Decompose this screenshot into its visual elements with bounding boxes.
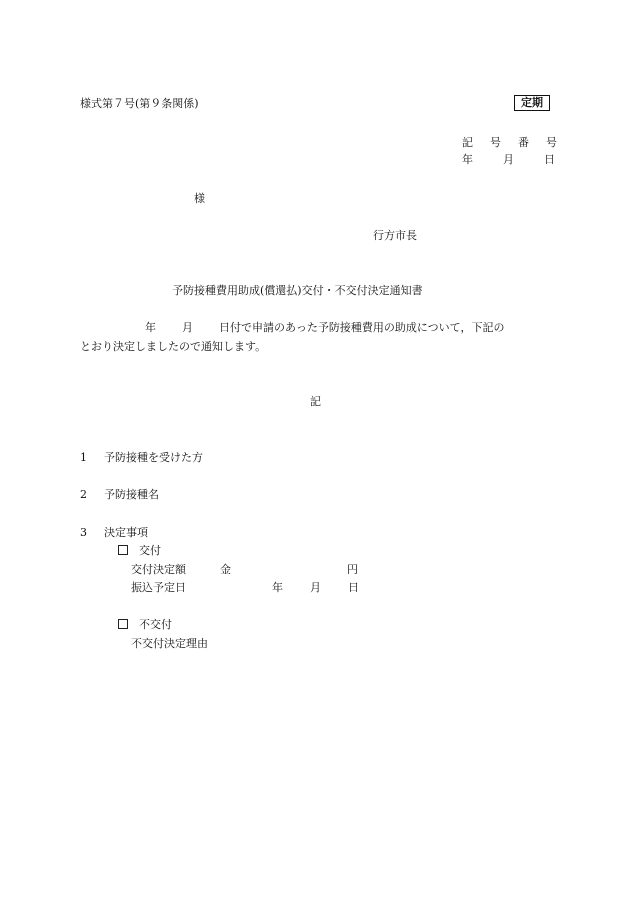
ki-heading: 記: [310, 395, 321, 408]
item-2-label: 予防接種名: [104, 488, 159, 501]
transfer-year: 年: [272, 581, 283, 594]
item-3: [80, 527, 148, 538]
item-2: [80, 489, 159, 500]
number-label-3: 番: [518, 136, 529, 149]
body-line-2: とおり決定しましたので通知します。: [80, 340, 267, 353]
document-date-line: [462, 154, 555, 165]
grant-checkbox[interactable]: [118, 545, 128, 555]
body-rest: 日付で申請のあった予防接種費用の助成について，下記の: [219, 321, 505, 334]
number-label-4: 号: [546, 136, 557, 149]
date-day-label: 日: [544, 153, 555, 166]
refusal-checkbox-label: 不交付: [139, 618, 172, 631]
addressee-honorific: 様: [194, 192, 205, 205]
refusal-reason-line: [131, 638, 208, 649]
item-1-number: 1: [80, 451, 87, 464]
transfer-month: 月: [310, 581, 321, 594]
refusal-checkbox[interactable]: [118, 619, 128, 629]
body-month: 月: [182, 321, 193, 334]
grant-option: [118, 545, 161, 556]
transfer-day: 日: [348, 581, 359, 594]
number-label-2: 号: [490, 136, 501, 149]
item-3-number: 3: [80, 526, 87, 539]
form-number-label: 様式第７号(第９条関係): [80, 97, 199, 110]
document-title: 予防接種費用助成(償還払)交付・不交付決定通知書: [172, 284, 423, 297]
regular-badge: 定期: [514, 95, 550, 111]
grant-amount-label: 交付決定額: [131, 563, 186, 576]
transfer-date-line: [131, 582, 186, 593]
item-1: [80, 452, 203, 463]
date-month-label: 月: [503, 153, 514, 166]
body-year: 年: [145, 321, 156, 334]
grant-checkbox-label: 交付: [139, 544, 161, 557]
grant-amount-line: [131, 564, 186, 575]
number-label-1: 記: [462, 136, 473, 149]
date-year-label: 年: [462, 153, 473, 166]
item-1-label: 予防接種を受けた方: [104, 451, 203, 464]
transfer-date-label: 振込予定日: [131, 581, 186, 594]
body-line-1: [145, 322, 504, 333]
refusal-option: [118, 619, 172, 630]
document-number-line: [462, 137, 557, 148]
item-3-label: 決定事項: [104, 526, 148, 539]
sender-name: 行方市長: [373, 229, 417, 242]
grant-amount-unit: 円: [347, 563, 358, 576]
item-2-number: 2: [80, 488, 87, 501]
refusal-reason-label: 不交付決定理由: [131, 637, 208, 650]
grant-amount-prefix: 金: [220, 563, 231, 576]
